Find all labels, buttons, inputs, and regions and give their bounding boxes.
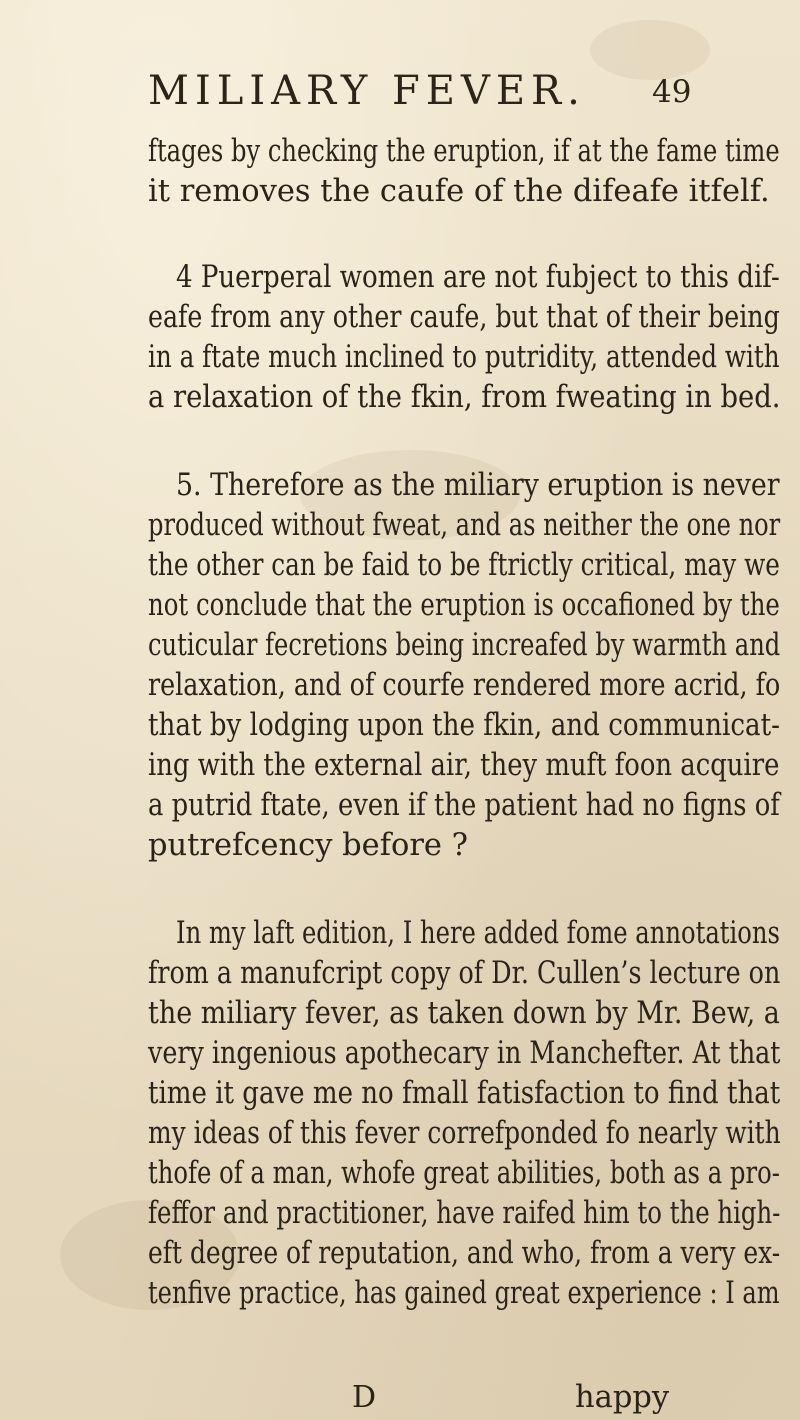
text-line: a putrid ftate, even if the patient had no figns of (148, 788, 780, 823)
text-line: 4 Puerperal women are not fubject to this dif- (176, 260, 780, 295)
text-line: that by lodging upon the fkin, and communicat- (148, 708, 780, 743)
text-line: a relaxation of the fkin, from fweating in bed. (148, 380, 781, 415)
page-number: 49 (652, 74, 692, 110)
text-line: cuticular fecretions being increafed by warmth and (148, 628, 781, 663)
text-line: In my laft edition, I here added fome annotations (176, 916, 780, 951)
text-line: feffor and practitioner, have raifed him to the high- (148, 1196, 781, 1231)
text-line: ing with the external air, they muft foon acquire (148, 748, 780, 783)
text-line: 5. Therefore as the miliary eruption is never (176, 468, 780, 503)
text-line: tenfive practice, has gained great experience : I am (148, 1276, 780, 1311)
text-line: eft degree of reputation, and who, from a very ex- (148, 1236, 781, 1271)
text-line: my ideas of this fever correfponded fo nearly with (148, 1116, 781, 1151)
text-line: produced without fweat, and as neither the one nor (148, 508, 781, 543)
text-line: from a manufcript copy of Dr. Cullen’s lecture on (148, 956, 781, 991)
running-title: MILIARY FEVER. (148, 68, 586, 114)
text-line: eafe from any other caufe, but that of their being (148, 300, 780, 335)
text-line: not conclude that the eruption is occafioned by the (148, 588, 780, 623)
text-line: in a ftate much inclined to putridity, attended with (148, 340, 780, 375)
text-line: ftages by checking the eruption, if at the fame time (148, 134, 780, 169)
text-line: putrefcency before ? (148, 828, 469, 863)
text-line: time it gave me no fmall fatisfaction to find that (148, 1076, 781, 1111)
signature-mark: D (352, 1380, 377, 1415)
page-header (0, 68, 800, 118)
text-line: thofe of a man, whofe great abilities, both as a pro- (148, 1156, 780, 1191)
text-line: very ingenious apothecary in Manchefter. At that (148, 1036, 781, 1071)
text-line: the other can be faid to be ftrictly critical, may we (148, 548, 780, 583)
text-line: relaxation, and of courfe rendered more acrid, fo (148, 668, 781, 703)
text-line: it removes the caufe of the difeafe itfelf. (148, 174, 770, 209)
text-line: the miliary fever, as taken down by Mr. Bew, a (148, 996, 780, 1031)
catchword: happy (575, 1380, 670, 1415)
